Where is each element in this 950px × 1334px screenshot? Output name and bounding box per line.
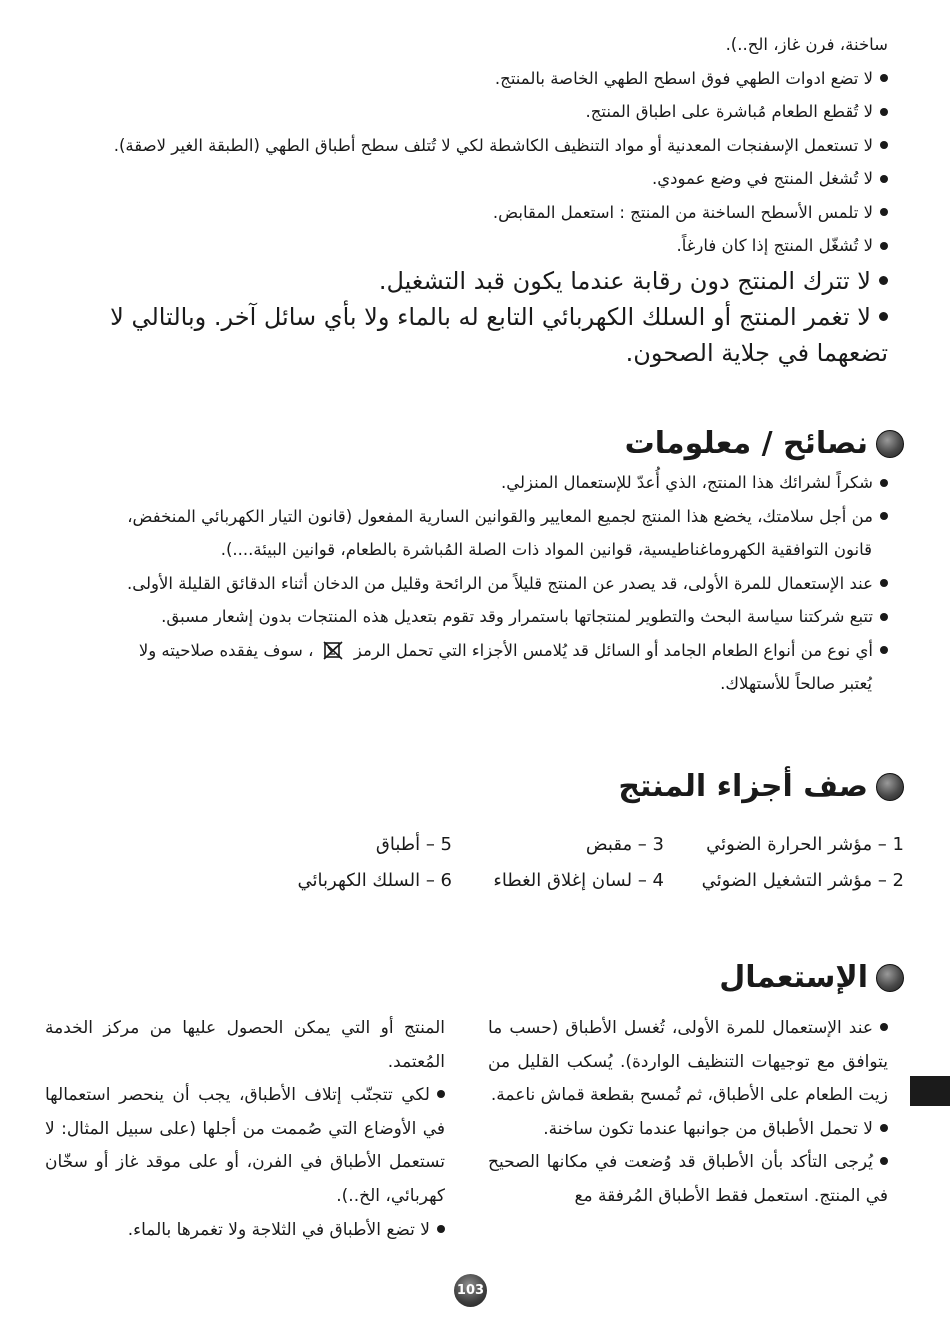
safety-item-5: لا تلمس الأسطح الساخنة من المنتج : استعمل المقابض. bbox=[48, 196, 888, 230]
usage-item: المنتج أو التي يمكن الحصول عليها من مركز الخدمة المُعتمد. bbox=[45, 1018, 445, 1072]
tips-item-2: عند الإستعمال للمرة الأولى، قد يصدر عن المنتج قليلاً من الرائحة وقليل من الدخان أثناء الدقائق القليلة الأولى. bbox=[28, 567, 888, 601]
tips-list bbox=[28, 466, 888, 701]
usage-item: يُرجى التأكد بأن الأطباق قد وُضعت في مكانها الصحيح في المنتج. استعمل فقط الأطباق المُرفقة مع bbox=[488, 1152, 888, 1206]
parts-row bbox=[204, 826, 904, 862]
parts-heading bbox=[618, 769, 904, 804]
usage-heading-text: الإستعمال bbox=[719, 960, 868, 995]
bullet-icon bbox=[437, 1225, 445, 1233]
safety-list bbox=[48, 28, 888, 371]
bullet-icon bbox=[880, 1124, 888, 1132]
bullet-icon bbox=[880, 579, 888, 587]
tips-item-3: تتبع شركتنا سياسة البحث والتطوير لمنتجاتها باستمرار وقد تقوم بتعديل هذه المنتجات بدون إشعار مسبق. bbox=[28, 600, 888, 634]
safety-item-1: لا تضع ادوات الطهي فوق اسطح الطهي الخاصة بالمنتج. bbox=[48, 62, 888, 96]
bullet-icon bbox=[880, 74, 888, 82]
bullet-icon bbox=[880, 479, 888, 487]
safety-item-7: لا تترك المنتج دون رقابة عندما يكون قبد التشغيل. bbox=[48, 263, 888, 299]
usage-heading bbox=[719, 960, 904, 995]
safety-item-2: لا تُقطع الطعام مُباشرة على اطباق المنتج. bbox=[48, 95, 888, 129]
usage-item: لكي تتجنّب إتلاف الأطباق، يجب أن ينحصر استعمالها في الأوضاع التي صُممت من أجلها (على سبيل المثال: لا تستعمل الأطباق في الفرن، أو على موقد غاز أو سخّان كهربائي، الخ..). bbox=[45, 1085, 445, 1206]
part-item: 5 – أطباق bbox=[375, 833, 452, 855]
tips-item-4-cont: يُعتبر صالحاً للأستهلاك. bbox=[720, 674, 872, 693]
safety-item-3: لا تستعمل الإسفنجات المعدنية أو مواد التنظيف الكاشطة لكي لا تُتلف سطح أطباق الطهي (الطبقة الغير لاصقة). bbox=[48, 129, 888, 163]
usage-item: عند الإستعمال للمرة الأولى، تُغسل الأطباق (حسب ما يتوافق مع توجيهات التنظيف الواردة). يُسكب القليل من زيت الطعام على الأطباق، ثم تُمسح بقطعة قماش ناعمة. bbox=[488, 1018, 888, 1106]
tips-heading-text: نصائح / معلومات bbox=[624, 426, 868, 461]
section-disc-icon bbox=[876, 964, 904, 992]
bullet-icon bbox=[880, 242, 888, 250]
bullet-icon bbox=[879, 312, 888, 321]
safety-item-0: ساخنة، فرن غاز، الح..). bbox=[725, 35, 888, 54]
usage-left-column bbox=[45, 1012, 445, 1247]
parts-row bbox=[204, 862, 904, 898]
bullet-icon bbox=[880, 141, 888, 149]
usage-right-column bbox=[488, 1012, 888, 1214]
parts-list bbox=[204, 826, 904, 898]
bullet-icon bbox=[880, 208, 888, 216]
section-disc-icon bbox=[876, 430, 904, 458]
safety-item-4: لا تُشغل المنتج في وضع عمودي. bbox=[48, 162, 888, 196]
bullet-icon bbox=[880, 1157, 888, 1165]
tips-item-0: شكراً لشرائك هذا المنتج، الذي أُعدّ للإستعمال المنزلي. bbox=[28, 466, 888, 500]
bullet-icon bbox=[880, 175, 888, 183]
usage-item: لا تضع الأطباق في الثلاجة ولا تغمرها بالماء. bbox=[45, 1214, 445, 1248]
bullet-icon bbox=[880, 613, 888, 621]
part-item: 4 – لسان إغلاق الغطاء bbox=[493, 869, 664, 891]
section-tab-marker bbox=[910, 1076, 950, 1106]
not-food-safe-symbol-icon bbox=[323, 641, 345, 661]
section-disc-icon bbox=[876, 773, 904, 801]
safety-item-8: لا تغمر المنتج أو السلك الكهربائي التابع له بالماء ولا بأي سائل آخر. وبالتالي لا تضعهما في جلاية الصحون. bbox=[110, 302, 888, 367]
part-item: 6 – السلك الكهربائي bbox=[297, 869, 452, 891]
bullet-icon bbox=[879, 276, 888, 285]
tips-heading bbox=[625, 426, 904, 461]
part-item: 1 – مؤشر الحرارة الضوئي bbox=[706, 833, 904, 855]
tips-item-1-cont: قانون التوافقية الكهروماغناطيسية، قوانين المواد ذات الصلة المُباشرة بالطعام، قوانين البيئة....). bbox=[220, 540, 872, 559]
bullet-icon bbox=[880, 646, 888, 654]
safety-item-6: لا تُشغّل المنتج إذا كان فارغاً. bbox=[48, 229, 888, 263]
bullet-icon bbox=[437, 1090, 445, 1098]
usage-item: لا تحمل الأطباق من جوانبها عندما تكون ساخنة. bbox=[488, 1113, 888, 1147]
bullet-icon bbox=[880, 1023, 888, 1031]
part-item: 2 – مؤشر التشغيل الضوئي bbox=[701, 869, 904, 891]
tips-item-4: أي نوع من أنواع الطعام الجامد أو السائل قد يُلامس الأجزاء التي تحمل الرمز ، سوف يفقده صلاحيته ولا bbox=[28, 634, 888, 668]
parts-heading-text: صف أجزاء المنتج bbox=[618, 769, 868, 804]
bullet-icon bbox=[880, 108, 888, 116]
part-item: 3 – مقبض bbox=[585, 833, 664, 855]
page-number: 103 bbox=[454, 1274, 487, 1307]
tips-item-1: من أجل سلامتك، يخضع هذا المنتج لجميع المعايير والقوانين السارية المفعول (قانون التيار الكهربائي المنخفض، bbox=[28, 500, 888, 534]
bullet-icon bbox=[880, 512, 888, 520]
